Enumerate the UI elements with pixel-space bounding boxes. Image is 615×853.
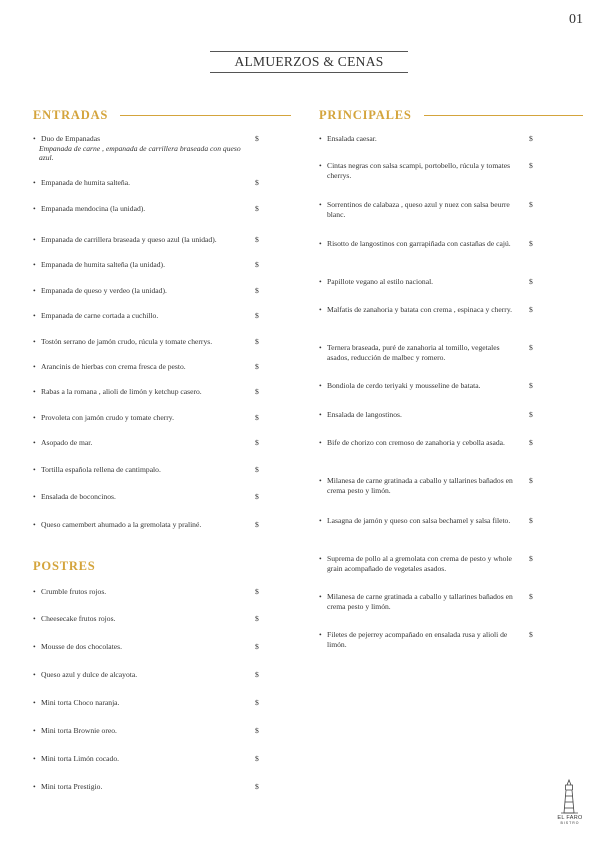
menu-item-price: $ (255, 438, 259, 447)
bullet: • (33, 311, 36, 320)
section-divider (120, 115, 291, 116)
menu-item (319, 134, 549, 144)
menu-item (319, 438, 549, 448)
menu-item-price: $ (529, 630, 533, 639)
menu-item (33, 413, 273, 423)
menu-item-name: Crumble frutos rojos. (41, 587, 107, 596)
menu-item (33, 465, 273, 475)
bullet: • (33, 260, 36, 269)
menu-item (319, 381, 549, 391)
menu-item-price: $ (255, 362, 259, 371)
section-title-principales: PRINCIPALES (319, 108, 412, 122)
menu-item-name: Risotto de langostinos con garrapiñada con castañas de cajú. (327, 239, 511, 248)
menu-item-price: $ (255, 134, 259, 143)
page-number: 01 (569, 12, 583, 27)
menu-item (319, 592, 549, 611)
bullet: • (319, 438, 322, 447)
menu-item (33, 134, 273, 163)
menu-item-name: Provoleta con jamón crudo y tomate cherry. (41, 413, 174, 422)
menu-item-name: Ensalada de langostinos. (327, 410, 402, 419)
menu-item (33, 337, 273, 347)
section-title-entradas: ENTRADAS (33, 108, 109, 122)
menu-item-price: $ (255, 670, 259, 679)
menu-item-price: $ (255, 465, 259, 474)
menu-item-name: Mini torta Prestigio. (41, 782, 103, 791)
bullet: • (319, 554, 322, 563)
menu-item (33, 362, 273, 372)
menu-item (33, 520, 273, 530)
bullet: • (319, 134, 322, 143)
menu-item (33, 698, 273, 708)
menu-item-price: $ (529, 476, 533, 485)
menu-item-name: Arancinis de hierbas con crema fresca de pesto. (41, 362, 186, 371)
bullet: • (33, 235, 36, 244)
menu-item-price: $ (255, 492, 259, 501)
menu-item-name: Bife de chorizo con cremoso de zanahoria y cebolla asada. (327, 438, 505, 447)
menu-item (319, 410, 549, 420)
menu-item (33, 726, 273, 736)
bullet: • (33, 413, 36, 422)
menu-item (33, 438, 273, 448)
menu-item (319, 516, 549, 526)
menu-item-price: $ (529, 516, 533, 525)
bullet: • (33, 204, 36, 213)
menu-item-name: Tostón serrano de jamón crudo, rúcula y tomate cherrys. (41, 337, 213, 346)
bullet: • (33, 465, 36, 474)
menu-item-name: Cintas negras con salsa scampi, portobello, rúcula y tomates cherrys. (327, 161, 511, 180)
menu-item-name: Milanesa de carne gratinada a caballo y tallarines bañados en crema pesto y limón. (327, 592, 513, 611)
menu-item (319, 476, 549, 495)
menu-item-name: Queso camembert ahumado a la gremolata y praliné. (41, 520, 202, 529)
menu-item (319, 277, 549, 287)
menu-item (33, 235, 273, 245)
bullet: • (33, 754, 36, 763)
menu-item-name: Empanada de carrillera braseada y queso azul (la unidad). (41, 235, 217, 244)
bullet: • (33, 178, 36, 187)
menu-item-price: $ (255, 614, 259, 623)
brand-tagline: BISTRO (560, 821, 580, 825)
menu-item-price: $ (529, 200, 533, 209)
bullet: • (33, 438, 36, 447)
menu-item-name: Empanada de queso y verdeo (la unidad). (41, 286, 167, 295)
menu-item-name: Ensalada de boconcinos. (41, 492, 116, 501)
menu-item-price: $ (529, 305, 533, 314)
bullet: • (33, 337, 36, 346)
bullet: • (319, 410, 322, 419)
menu-item-price: $ (529, 343, 533, 352)
section-header-principales (319, 108, 583, 123)
menu-item-price: $ (529, 134, 533, 143)
page-title-text: ALMUERZOS & CENAS (234, 54, 384, 69)
menu-item (33, 642, 273, 652)
menu-item (33, 178, 273, 188)
bullet: • (33, 587, 36, 596)
menu-item-name: Queso azul y dulce de alcayota. (41, 670, 138, 679)
menu-item-name: Sorrentinos de calabaza , queso azul y nuez con salsa beurre blanc. (327, 200, 510, 219)
menu-item (33, 614, 273, 624)
menu-item-name: Tortilla española rellena de cantimpalo. (41, 465, 161, 474)
menu-item-price: $ (255, 260, 259, 269)
menu-item-price: $ (529, 438, 533, 447)
menu-item (319, 239, 549, 249)
menu-item-name: Suprema de pollo al a gremolata con crema de pesto y whole grain acompañado de vegetales asados. (327, 554, 512, 573)
bullet: • (33, 782, 36, 791)
menu-item (319, 200, 549, 219)
menu-item-name: Rabas a la romana , alioli de limón y ketchup casero. (41, 387, 202, 396)
lighthouse-icon (553, 778, 587, 814)
menu-item (33, 782, 273, 792)
bullet: • (319, 592, 322, 601)
bullet: • (33, 286, 36, 295)
page-title (210, 51, 408, 73)
bullet: • (319, 516, 322, 525)
menu-item-price: $ (255, 587, 259, 596)
menu-item-price: $ (255, 311, 259, 320)
section-title-postres: POSTRES (33, 559, 96, 573)
menu-item-price: $ (255, 286, 259, 295)
bullet: • (33, 387, 36, 396)
bullet: • (319, 630, 322, 639)
menu-item-price: $ (529, 161, 533, 170)
bullet: • (319, 277, 322, 286)
bullet: • (33, 670, 36, 679)
bullet: • (319, 161, 322, 170)
menu-item-name: Empanada de humita salteña (la unidad). (41, 260, 165, 269)
bullet: • (33, 614, 36, 623)
menu-item-name: Mini torta Limón cocado. (41, 754, 120, 763)
menu-item-price: $ (255, 642, 259, 651)
menu-item-name: Malfatis de zanahoria y batata con crema , espinaca y cherry. (327, 305, 513, 314)
menu-item-price: $ (255, 337, 259, 346)
section-header-entradas (33, 108, 291, 123)
bullet: • (33, 362, 36, 371)
menu-item-name: Papillote vegano al estilo nacional. (327, 277, 434, 286)
menu-item (33, 260, 273, 270)
menu-item-price: $ (529, 277, 533, 286)
menu-item-price: $ (529, 239, 533, 248)
bullet: • (33, 642, 36, 651)
bullet: • (319, 200, 322, 209)
menu-item-name: Empanada mendocina (la unidad). (41, 204, 146, 213)
menu-item (319, 161, 549, 180)
menu-item-price: $ (255, 754, 259, 763)
section-header-postres (33, 559, 291, 574)
menu-item-price: $ (255, 520, 259, 529)
menu-item-price: $ (255, 726, 259, 735)
bullet: • (33, 726, 36, 735)
menu-item (33, 670, 273, 680)
section-divider (424, 115, 583, 116)
bullet: • (33, 134, 36, 143)
bullet: • (319, 305, 322, 314)
menu-item (33, 311, 273, 321)
menu-item-price: $ (255, 178, 259, 187)
menu-item (319, 305, 549, 315)
menu-item (319, 554, 549, 573)
menu-item-price: $ (529, 554, 533, 563)
menu-item (319, 343, 549, 362)
menu-item (33, 204, 273, 214)
brand-name: EL FARO (557, 815, 583, 821)
menu-item-name: Empanada de carne cortada a cuchillo. (41, 311, 159, 320)
bullet: • (319, 239, 322, 248)
el-faro-logo (553, 778, 587, 824)
bullet: • (33, 520, 36, 529)
menu-item-price: $ (255, 698, 259, 707)
menu-item-price: $ (529, 592, 533, 601)
menu-item-detail: Empanada de carne , empanada de carrillera braseada con queso azul. (39, 143, 241, 162)
menu-item-name: Milanesa de carne gratinada a caballo y tallarines bañados en crema pesto y limón. (327, 476, 513, 495)
menu-item-name: Ensalada caesar. (327, 134, 377, 143)
menu-item-name: Bondiola de cerdo teriyaki y mousseline de batata. (327, 381, 481, 390)
menu-item-price: $ (255, 235, 259, 244)
bullet: • (33, 492, 36, 501)
menu-item (33, 492, 273, 502)
menu-item-price: $ (529, 410, 533, 419)
bullet: • (319, 343, 322, 352)
menu-item-price: $ (255, 413, 259, 422)
menu-item-price: $ (255, 782, 259, 791)
menu-item-name: Duo de Empanadas Empanada de carne , empanada de carrillera braseada con queso azul. (33, 134, 245, 163)
menu-item-name: Lasagna de jamón y queso con salsa bechamel y salsa fileto. (327, 516, 511, 525)
menu-item-name: Empanada de humita salteña. (41, 178, 130, 187)
menu-item (319, 630, 549, 649)
menu-item (33, 286, 273, 296)
menu-item (33, 387, 273, 397)
bullet: • (319, 476, 322, 485)
bullet: • (33, 698, 36, 707)
menu-item-name: Ternera braseada, puré de zanahoria al tomillo, vegetales asados, reducción de malbec y romero. (327, 343, 500, 362)
menu-item-name: Mini torta Brownie oreo. (41, 726, 117, 735)
menu-item-name: Cheesecake frutos rojos. (41, 614, 116, 623)
menu-item-price: $ (255, 387, 259, 396)
menu-item (33, 754, 273, 764)
menu-item-price: $ (255, 204, 259, 213)
menu-item-name: Mini torta Choco naranja. (41, 698, 120, 707)
menu-item-price: $ (529, 381, 533, 390)
menu-item-name: Mousse de dos chocolates. (41, 642, 122, 651)
menu-item (33, 587, 273, 597)
bullet: • (319, 381, 322, 390)
menu-item-name: Filetes de pejerrey acompañado en ensalada rusa y alioli de limón. (327, 630, 508, 649)
menu-item-name: Asopado de mar. (41, 438, 93, 447)
